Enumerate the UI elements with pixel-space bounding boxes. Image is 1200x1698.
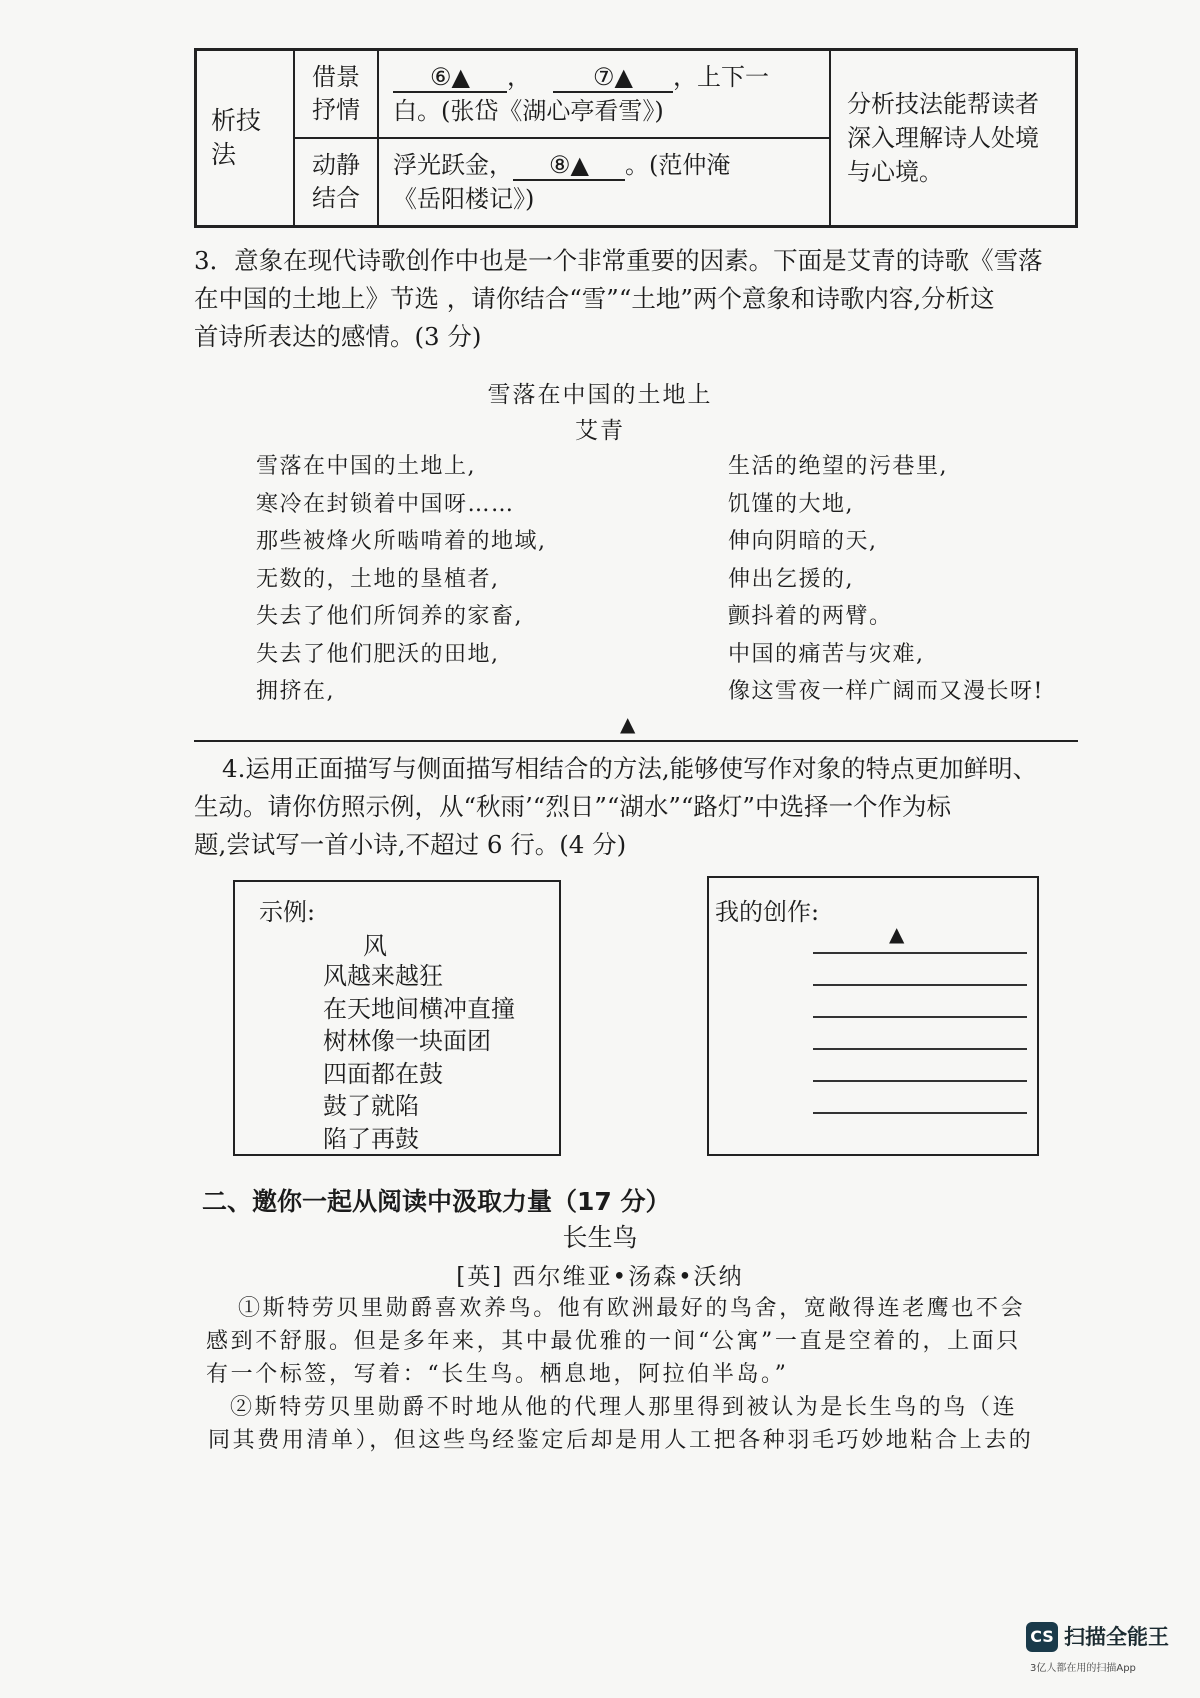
example-line: 风越来越狂	[323, 962, 443, 990]
paragraph-line: 同其费用清单），但这些鸟经鉴定后却是用人工把各种羽毛巧妙地粘合上去的	[208, 1428, 1034, 1453]
paragraph-line: ①斯特劳贝里勋爵喜欢养鸟。他有欧洲最好的鸟舍，宽敞得连老鹰也不会	[238, 1296, 1026, 1321]
question-4-line3: 题,尝试写一首小诗,不超过 6 行。(4 分)	[194, 830, 627, 859]
example-line2-2: 《岳阳楼记》)	[393, 185, 535, 213]
creation-box	[707, 876, 1039, 1156]
example-box	[233, 880, 561, 1156]
poem-line: 失去了他们肥沃的田地,	[256, 641, 500, 667]
blank-8[interactable]: ⑧▲	[513, 151, 625, 181]
poem-title: 雪落在中国的土地上	[487, 382, 713, 408]
poem-line: 失去了他们所饲养的家畜,	[256, 604, 523, 629]
poem-author: 艾青	[575, 418, 625, 444]
question-3-line1: 3．意象在现代诗歌创作中也是一个非常重要的因素。下面是艾青的诗歌《雪落	[194, 246, 1043, 275]
poem-line: 无数的，土地的垦植者,	[256, 566, 500, 592]
article-author: [英] 西尔维亚•汤森•沃纳	[456, 1264, 744, 1290]
paragraph-line: 感到不舒服。但是多年来，其中最优雅的一间“公寓”一直是空着的，上面只	[206, 1329, 1021, 1354]
separator: ，	[507, 63, 531, 91]
technique-borrow-scenery: 借景 抒情	[294, 50, 378, 139]
poem-right-column	[728, 448, 1044, 711]
writing-line[interactable]	[813, 1048, 1027, 1050]
scanner-tagline: 3亿人都在用的扫描App	[1030, 1663, 1136, 1674]
example-label: 示例:	[259, 898, 316, 926]
example-poem	[323, 960, 515, 1155]
question-3-line2: 在中国的土地上》节选 ，请你结合“雪”“土地”两个意象和诗歌内容,分析这	[194, 284, 995, 313]
answer-mark: ▲	[620, 712, 636, 736]
answer-line[interactable]	[194, 740, 1078, 742]
technique-motion-stillness: 动静 结合	[294, 138, 378, 227]
writing-line[interactable]	[813, 1016, 1027, 1018]
poem-line: 中国的痛苦与灾难,	[728, 641, 925, 667]
paragraph-2-cont	[208, 1424, 1033, 1457]
poem-line: 像这雪夜一样广阔而又漫长呀!	[728, 679, 1044, 704]
question-4-line1: 4.运用正面描写与侧面描写相结合的方法,能够使写作对象的特点更加鲜明、	[222, 754, 1038, 783]
example-line: 鼓了就陷	[323, 1092, 419, 1120]
example-cell-1	[378, 50, 830, 139]
paragraph-1	[238, 1292, 1025, 1325]
note-cell: 分析技法能帮读者深入理解诗人处境与心境。	[830, 50, 1077, 227]
example-line: 在天地间横冲直撞	[323, 994, 515, 1023]
poem-line: 生活的绝望的污巷里,	[728, 454, 948, 479]
paragraph-line: 有一个标签，写着：“长生鸟。栖息地，阿拉伯半岛。”	[206, 1362, 789, 1387]
example-line: 四面都在鼓	[323, 1059, 443, 1088]
poem-line: 饥馑的大地,	[728, 491, 854, 517]
example-line2: 白。(张岱《湖心亭看雪》)	[393, 97, 664, 125]
poem-line: 寒冷在封锁着中国呀……	[256, 491, 515, 517]
example-tail-2: 。(范仲淹	[625, 151, 731, 179]
blank-7[interactable]: ⑦▲	[553, 63, 673, 93]
writing-line[interactable]	[813, 984, 1027, 986]
question-4-line2: 生动。请你仿照示例，从“秋雨’“烈日”“湖水”“路灯”中选择一个作为标	[194, 792, 951, 821]
writing-line[interactable]	[813, 952, 1027, 954]
scanner-logo-icon: CS	[1026, 1622, 1058, 1652]
category-cell: 析技 法	[196, 50, 295, 227]
paragraph-2	[230, 1391, 1017, 1424]
paragraph-1-cont	[206, 1325, 1021, 1391]
article-title: 长生鸟	[562, 1223, 638, 1252]
example-line: 树林像一块面团	[323, 1027, 491, 1055]
poem-line: 伸向阴暗的天,	[728, 529, 878, 554]
example-line: 陷了再鼓	[323, 1124, 419, 1153]
blank-6[interactable]: ⑥▲	[393, 63, 507, 93]
example-cell-2	[378, 138, 830, 227]
poem-line: 那些被烽火所啮啃着的地域,	[256, 529, 547, 554]
creation-mark: ▲	[889, 922, 905, 946]
poem-line: 伸出乞援的,	[728, 566, 854, 592]
poem-line: 拥挤在,	[256, 679, 335, 704]
writing-line[interactable]	[813, 1080, 1027, 1082]
example-poem-title: 风	[363, 932, 387, 960]
scanner-app-name: 扫描全能王	[1064, 1625, 1169, 1649]
question-3-line3: 首诗所表达的感情。(3 分)	[194, 322, 482, 351]
writing-line[interactable]	[813, 1112, 1027, 1114]
section-2-title: 二、邀你一起从阅读中汲取力量（17 分）	[202, 1187, 671, 1216]
creation-label: 我的创作:	[715, 898, 820, 926]
example-tail: ，上下一	[673, 63, 769, 91]
example-head: 浮光跃金，	[393, 151, 513, 179]
paragraph-line: ②斯特劳贝里勋爵不时地从他的代理人那里得到被认为是长生鸟的鸟（连	[230, 1395, 1018, 1420]
poem-line: 雪落在中国的土地上,	[256, 454, 476, 479]
technique-table	[194, 48, 1078, 228]
poem-left-column	[256, 448, 547, 711]
poem-line: 颤抖着的两臂。	[728, 604, 893, 629]
